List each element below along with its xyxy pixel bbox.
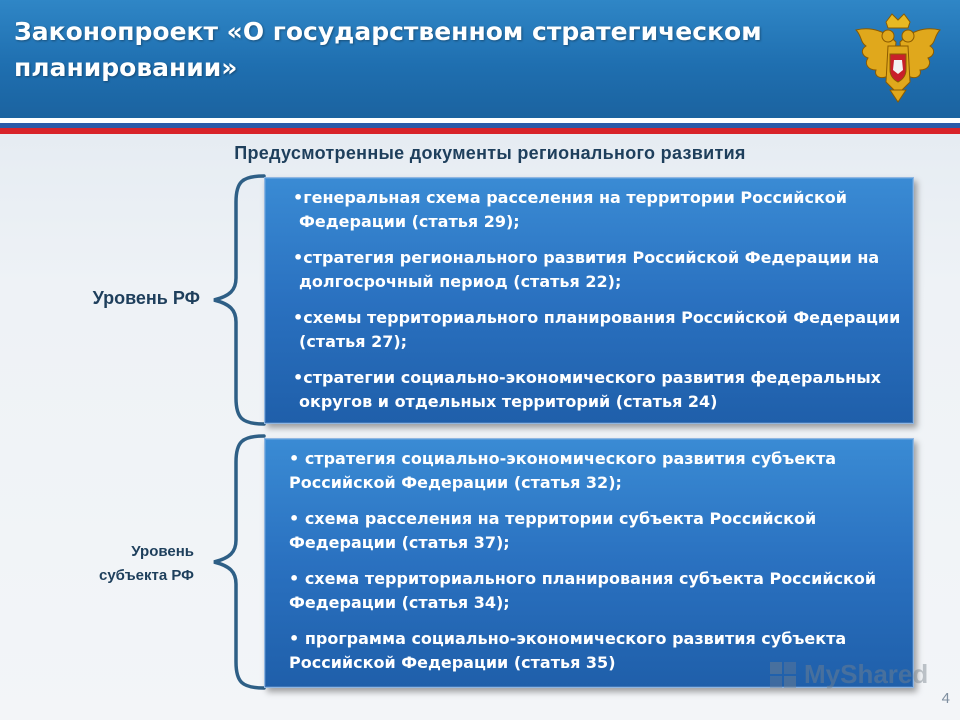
list-item: • программа социально-экономического развития субъекта Российской Федерации (статья 35): [289, 629, 847, 672]
bullet: •: [289, 449, 300, 468]
level-subject-label-line1: Уровень: [131, 543, 194, 560]
bullet: •: [289, 629, 300, 648]
level-subject-documents: [264, 438, 914, 688]
russian-coat-of-arms-icon: [848, 12, 948, 106]
bullet: •: [289, 509, 300, 528]
bullet: •: [289, 569, 300, 588]
list-item: •схемы территориального планирования Российской Федерации (статья 27);: [293, 308, 901, 351]
level-rf-label: Уровень РФ: [92, 288, 200, 308]
list-item: •стратегии социально-экономического развития федеральных округов и отдельных территорий (статья 24): [293, 368, 881, 411]
level-rf-documents: [264, 177, 914, 424]
watermark-text: MyShared: [804, 659, 929, 689]
flag-stripe-red: [0, 128, 960, 134]
section-subtitle: Предусмотренные документы регионального развития: [234, 143, 746, 163]
header-bar: [0, 0, 960, 118]
list-item: •генеральная схема расселения на территории Российской Федерации (статья 29);: [293, 188, 848, 231]
list-item: • схема расселения на территории субъекта Российской Федерации (статья 37);: [289, 509, 817, 552]
level-subject-label-line2: субъекта РФ: [98, 567, 194, 584]
slide-title: Законопроект «О государственном стратегическом планировании»: [14, 17, 762, 82]
watermark: [768, 656, 929, 696]
brace-subject-icon: [200, 432, 270, 692]
page-number: 4: [941, 690, 950, 707]
list-item: • схема территориального планирования субъекта Российской Федерации (статья 34);: [289, 569, 877, 612]
list-item: •стратегия регионального развития Российской Федерации на долгосрочный период (статья 22);: [293, 248, 880, 291]
brace-rf-icon: [200, 172, 270, 428]
watermark-logo-icon: [768, 660, 798, 690]
level-subject-label: [40, 540, 194, 588]
list-item: • стратегия социально-экономического развития субъекта Российской Федерации (статья 32);: [289, 449, 837, 492]
